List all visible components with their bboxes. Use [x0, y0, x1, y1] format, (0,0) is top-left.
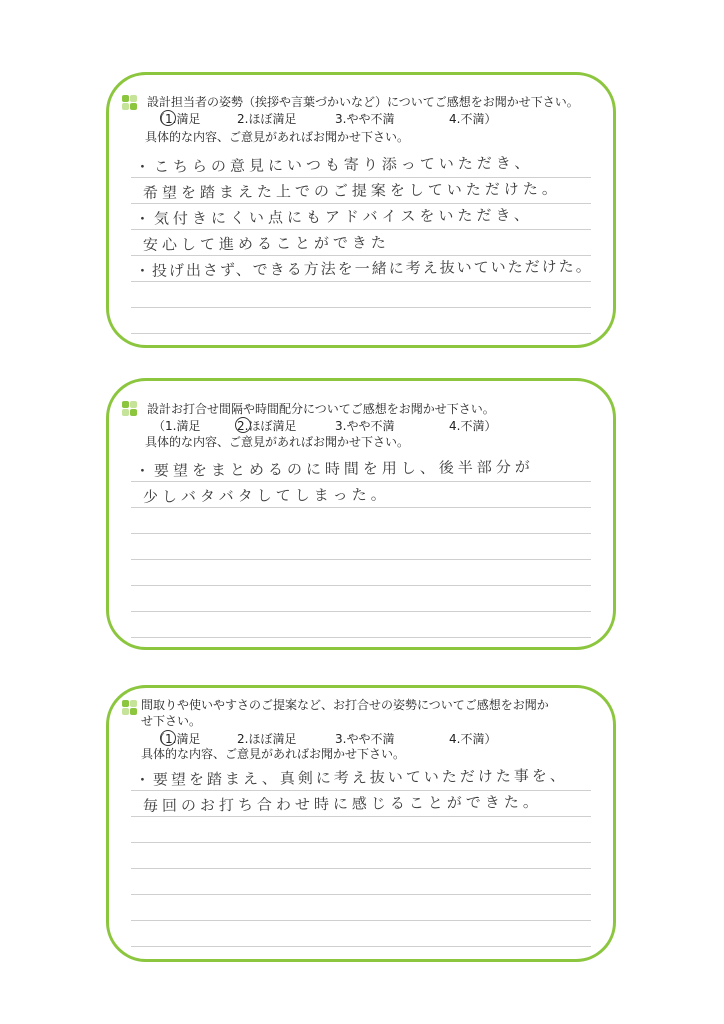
leaf-logo-icon — [122, 700, 138, 716]
survey-card-3 — [106, 685, 616, 962]
handwritten-answer: ・投げ出さず、できる方法を一緒に考え抜いていただけた。 — [134, 257, 593, 281]
prompt-text: 具体的な内容、ご意見があればお聞かせ下さい。 — [145, 435, 410, 449]
option-somewhat-dissatisfied: 3.やや不満 — [335, 112, 395, 126]
selected-circle-mark — [235, 417, 251, 433]
survey-card-2 — [106, 378, 616, 650]
question-text: 設計お打合せ間隔や時間配分についてご感想をお聞かせ下さい。 — [147, 402, 495, 416]
answer-lines — [131, 149, 591, 339]
survey-card-1 — [106, 72, 616, 348]
option-dissatisfied: 4.不満） — [449, 732, 497, 746]
option-satisfied: （1.満足 — [153, 732, 201, 746]
handwritten-answer: 希望を踏まえた上でのご提案をしていただけた。 — [142, 179, 561, 203]
option-somewhat-dissatisfied: 3.やや不満 — [335, 419, 395, 433]
prompt-text: 具体的な内容、ご意見があればお聞かせ下さい。 — [141, 747, 406, 761]
prompt-text: 具体的な内容、ご意見があればお聞かせ下さい。 — [145, 130, 410, 144]
handwritten-answer: 安心して進めることができた — [142, 233, 390, 255]
option-mostly-satisfied: 2.ほぼ満足 — [237, 419, 297, 433]
option-satisfied: （1.満足 — [153, 112, 201, 126]
option-somewhat-dissatisfied: 3.やや不満 — [335, 732, 395, 746]
selected-circle-mark — [160, 730, 176, 746]
option-mostly-satisfied: 2.ほぼ満足 — [237, 112, 297, 126]
handwritten-answer: ・こちらの意見にいつも寄り添っていただき、 — [134, 153, 534, 177]
option-dissatisfied: 4.不満） — [449, 112, 497, 126]
question-text: 間取りや使いやすさのご提案など、お打合せの姿勢についてご感想をお聞かせ下さい。 — [141, 698, 549, 728]
handwritten-answer: ・要望を踏まえ、真剣に考え抜いていただけた事を、 — [134, 766, 568, 790]
leaf-logo-icon — [122, 401, 138, 417]
option-dissatisfied: 4.不満） — [449, 419, 497, 433]
answer-lines — [131, 762, 591, 952]
handwritten-answer: ・気付きにくい点にもアドバイスをいただき、 — [134, 205, 533, 229]
handwritten-answer: ・要望をまとめるのに時間を用し、後半部分が — [134, 457, 534, 481]
handwritten-answer: 少しバタバタしてしまった。 — [142, 485, 390, 507]
option-mostly-satisfied: 2.ほぼ満足 — [237, 732, 297, 746]
option-satisfied: （1.満足 — [153, 419, 201, 433]
leaf-logo-icon — [122, 95, 138, 111]
selected-circle-mark — [160, 110, 176, 126]
handwritten-answer: 毎回のお打ち合わせ時に感じることができた。 — [142, 792, 542, 816]
question-text: 設計担当者の姿勢（挨拶や言葉づかいなど）についてご感想をお聞かせ下さい。 — [147, 95, 579, 109]
answer-lines — [131, 453, 591, 643]
